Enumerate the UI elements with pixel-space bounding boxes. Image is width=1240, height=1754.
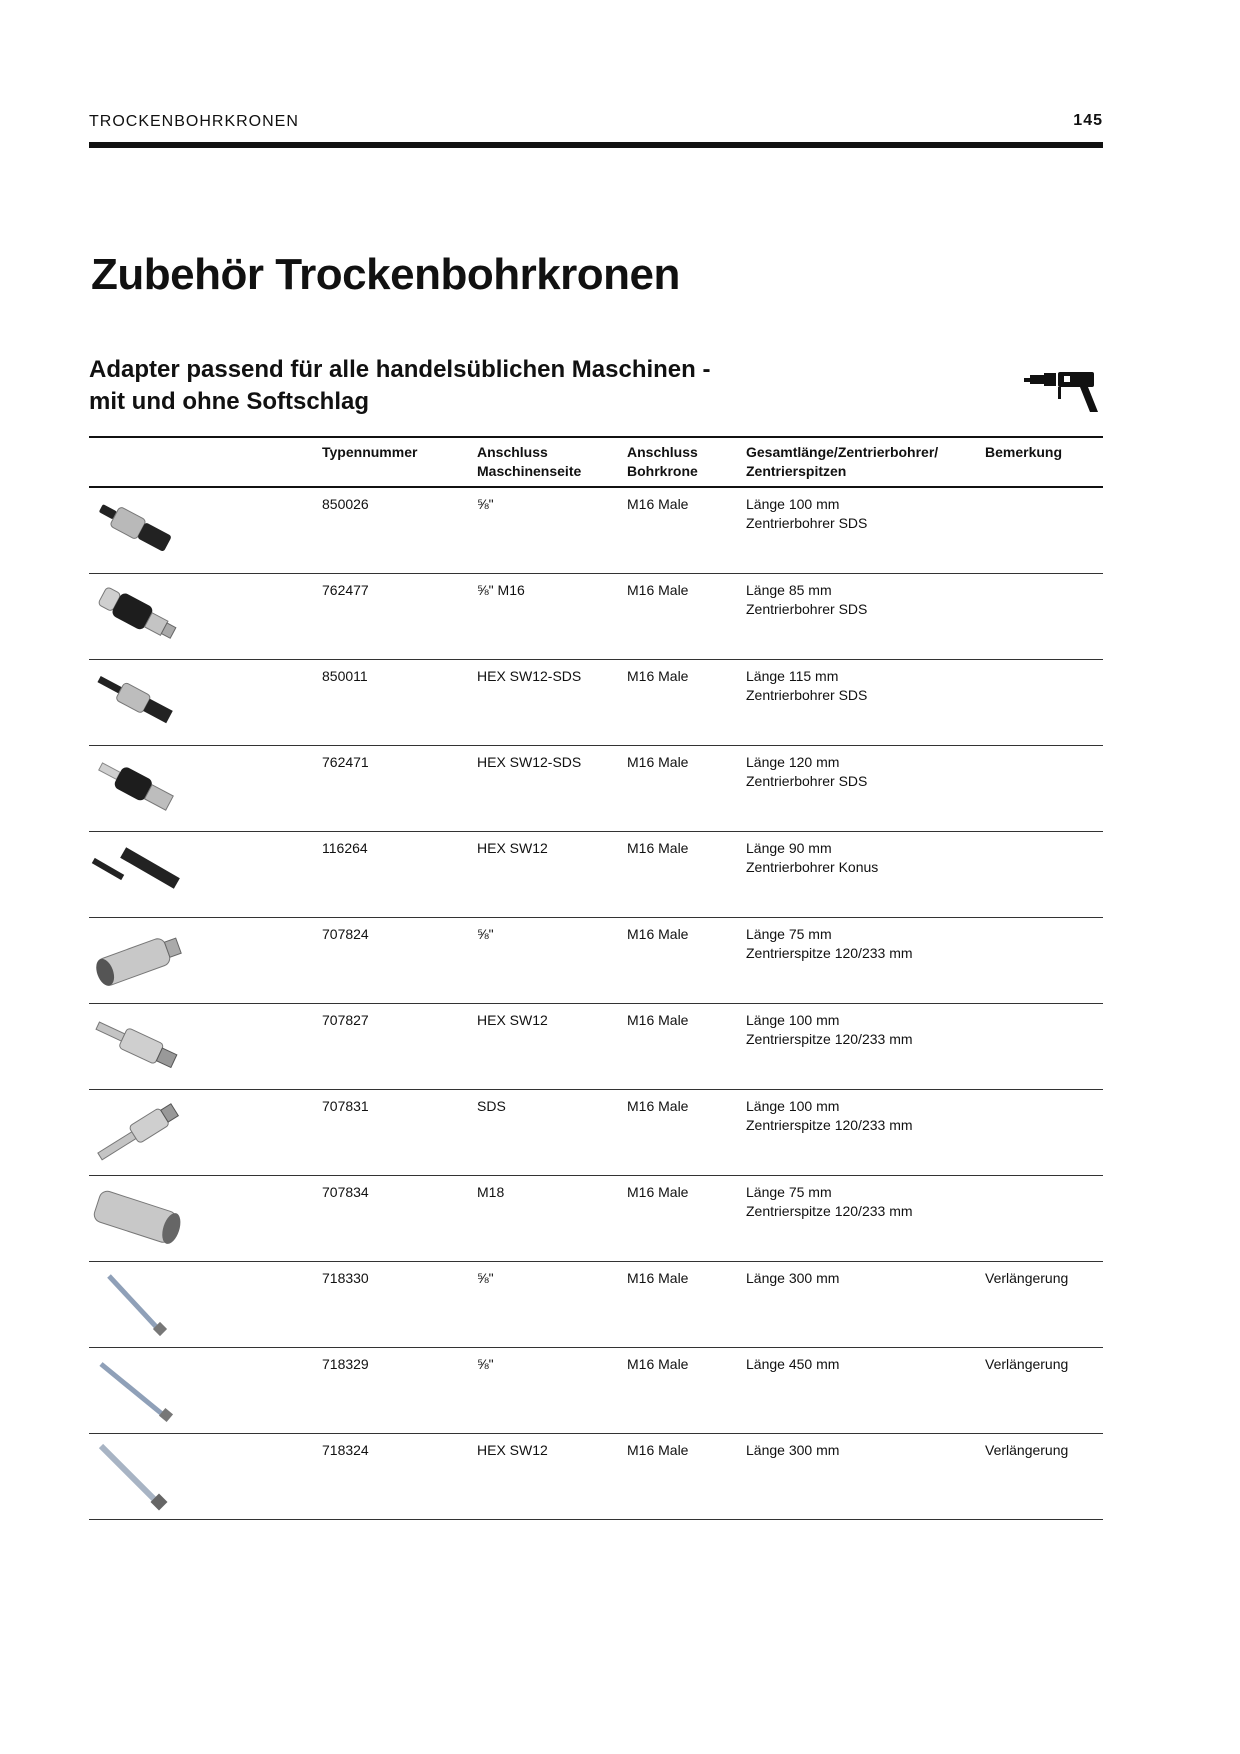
drill-icon	[1024, 370, 1104, 414]
cell-length	[746, 925, 913, 963]
header-machine-side-line2: Maschinenseite	[477, 463, 582, 479]
cell-machine-side: ⅝" M16	[477, 582, 525, 598]
table-header	[89, 436, 1103, 488]
table-row	[89, 1176, 1103, 1262]
cell-length-value: Länge 100 mm	[746, 1098, 840, 1114]
cell-center-value: Zentrierbohrer SDS	[746, 515, 868, 531]
table-row	[89, 1004, 1103, 1090]
adapter-photo	[89, 1180, 189, 1256]
cell-type-number: 707831	[322, 1098, 369, 1114]
cell-machine-side: SDS	[477, 1098, 506, 1114]
adapter-photo	[89, 1266, 189, 1342]
cell-length	[746, 1183, 913, 1221]
cell-length-value: Länge 120 mm	[746, 754, 840, 770]
cell-center-value: Zentrierspitze 120/233 mm	[746, 1117, 913, 1133]
cell-type-number: 707824	[322, 926, 369, 942]
cell-bit-side: M16 Male	[627, 840, 689, 856]
cell-length-value: Länge 450 mm	[746, 1356, 840, 1372]
cell-bit-side: M16 Male	[627, 1098, 689, 1114]
table-row	[89, 660, 1103, 746]
header-machine-side-line1: Anschluss	[477, 444, 548, 460]
cell-machine-side: HEX SW12	[477, 840, 548, 856]
cell-type-number: 707834	[322, 1184, 369, 1200]
cell-bit-side: M16 Male	[627, 582, 689, 598]
cell-length-value: Länge 75 mm	[746, 926, 832, 942]
table-row	[89, 1090, 1103, 1176]
cell-length	[746, 1097, 913, 1135]
adapter-photo	[89, 1008, 189, 1084]
cell-bit-side: M16 Male	[627, 496, 689, 512]
cell-type-number: 762477	[322, 582, 369, 598]
cell-machine-side: HEX SW12	[477, 1012, 548, 1028]
cell-center-value: Zentrierspitze 120/233 mm	[746, 945, 913, 961]
table-row	[89, 574, 1103, 660]
cell-length	[746, 495, 867, 533]
cell-machine-side: ⅝"	[477, 1356, 494, 1372]
cell-bit-side: M16 Male	[627, 1012, 689, 1028]
cell-type-number: 850026	[322, 496, 369, 512]
adapter-photo	[89, 836, 189, 912]
cell-length	[746, 581, 867, 619]
header-bit-side-line1: Anschluss	[627, 444, 698, 460]
page-number: 145	[1073, 112, 1103, 129]
header-type-number: Typennummer	[322, 444, 418, 460]
page-title: Zubehör Trockenbohrkronen	[91, 250, 680, 299]
cell-type-number: 718324	[322, 1442, 369, 1458]
cell-length-value: Länge 90 mm	[746, 840, 832, 856]
header-bit-side	[627, 443, 698, 481]
page-header	[89, 111, 1103, 151]
cell-machine-side: ⅝"	[477, 496, 494, 512]
header-length-line2: Zentrierspitzen	[746, 463, 847, 479]
cell-length-value: Länge 115 mm	[746, 668, 839, 684]
adapter-photo	[89, 1438, 189, 1514]
adapter-photo	[89, 750, 189, 826]
cell-length	[746, 839, 878, 877]
adapter-photo	[89, 1352, 189, 1428]
cell-bit-side: M16 Male	[627, 1442, 689, 1458]
header-length	[746, 443, 938, 481]
cell-bit-side: M16 Male	[627, 1184, 689, 1200]
section-title: TROCKENBOHRKRONEN	[89, 113, 299, 130]
cell-center-value: Zentrierspitze 120/233 mm	[746, 1203, 913, 1219]
cell-length-value: Länge 75 mm	[746, 1184, 832, 1200]
cell-remark: Verlängerung	[985, 1442, 1069, 1458]
cell-bit-side: M16 Male	[627, 668, 689, 684]
cell-length-value: Länge 100 mm	[746, 1012, 840, 1028]
table-row	[89, 1348, 1103, 1434]
table-body	[89, 488, 1103, 1520]
cell-bit-side: M16 Male	[627, 1270, 689, 1286]
cell-bit-side: M16 Male	[627, 1356, 689, 1372]
header-length-line1: Gesamtlänge/Zentrierbohrer/	[746, 444, 939, 460]
cell-bit-side: M16 Male	[627, 926, 689, 942]
cell-length	[746, 667, 867, 705]
table-row	[89, 746, 1103, 832]
cell-center-value: Zentrierspitze 120/233 mm	[746, 1031, 913, 1047]
cell-length	[746, 753, 867, 791]
cell-type-number: 718330	[322, 1270, 369, 1286]
adapter-photo	[89, 578, 189, 654]
cell-type-number: 850011	[322, 668, 368, 684]
header-bit-side-line2: Bohrkrone	[627, 463, 698, 479]
cell-length	[746, 1011, 913, 1049]
cell-center-value: Zentrierbohrer Konus	[746, 859, 879, 875]
adapter-photo	[89, 664, 189, 740]
table-row	[89, 1262, 1103, 1348]
cell-type-number: 116264	[322, 840, 368, 856]
cell-machine-side: HEX SW12-SDS	[477, 668, 582, 684]
cell-bit-side: M16 Male	[627, 754, 689, 770]
table-row	[89, 832, 1103, 918]
cell-machine-side: M18	[477, 1184, 505, 1200]
table-row	[89, 918, 1103, 1004]
header-machine-side	[477, 443, 581, 481]
adapter-photo	[89, 492, 189, 568]
table-row	[89, 488, 1103, 574]
subtitle-line-1: Adapter passend für alle handelsüblichen Maschinen -	[89, 356, 711, 383]
header-remark: Bemerkung	[985, 444, 1063, 460]
adapter-photo	[89, 1094, 189, 1170]
cell-type-number: 718329	[322, 1356, 369, 1372]
table-row	[89, 1434, 1103, 1520]
subtitle-line-2: mit und ohne Softschlag	[89, 388, 369, 415]
adapter-photo	[89, 922, 189, 998]
cell-remark: Verlängerung	[985, 1356, 1069, 1372]
cell-machine-side: ⅝"	[477, 1270, 494, 1286]
section-subtitle	[89, 354, 789, 418]
cell-length-value: Länge 85 mm	[746, 582, 832, 598]
cell-length-value: Länge 300 mm	[746, 1270, 840, 1286]
cell-length	[746, 1269, 839, 1288]
cell-center-value: Zentrierbohrer SDS	[746, 687, 868, 703]
cell-length	[746, 1441, 839, 1460]
cell-type-number: 762471	[322, 754, 369, 770]
cell-type-number: 707827	[322, 1012, 369, 1028]
cell-machine-side: HEX SW12	[477, 1442, 548, 1458]
product-table	[89, 436, 1103, 1520]
cell-length-value: Länge 100 mm	[746, 496, 840, 512]
cell-center-value: Zentrierbohrer SDS	[746, 601, 868, 617]
cell-length	[746, 1355, 839, 1374]
cell-machine-side: HEX SW12-SDS	[477, 754, 582, 770]
header-rule	[89, 142, 1103, 148]
cell-remark: Verlängerung	[985, 1270, 1069, 1286]
cell-length-value: Länge 300 mm	[746, 1442, 840, 1458]
cell-center-value: Zentrierbohrer SDS	[746, 773, 868, 789]
cell-machine-side: ⅝"	[477, 926, 494, 942]
